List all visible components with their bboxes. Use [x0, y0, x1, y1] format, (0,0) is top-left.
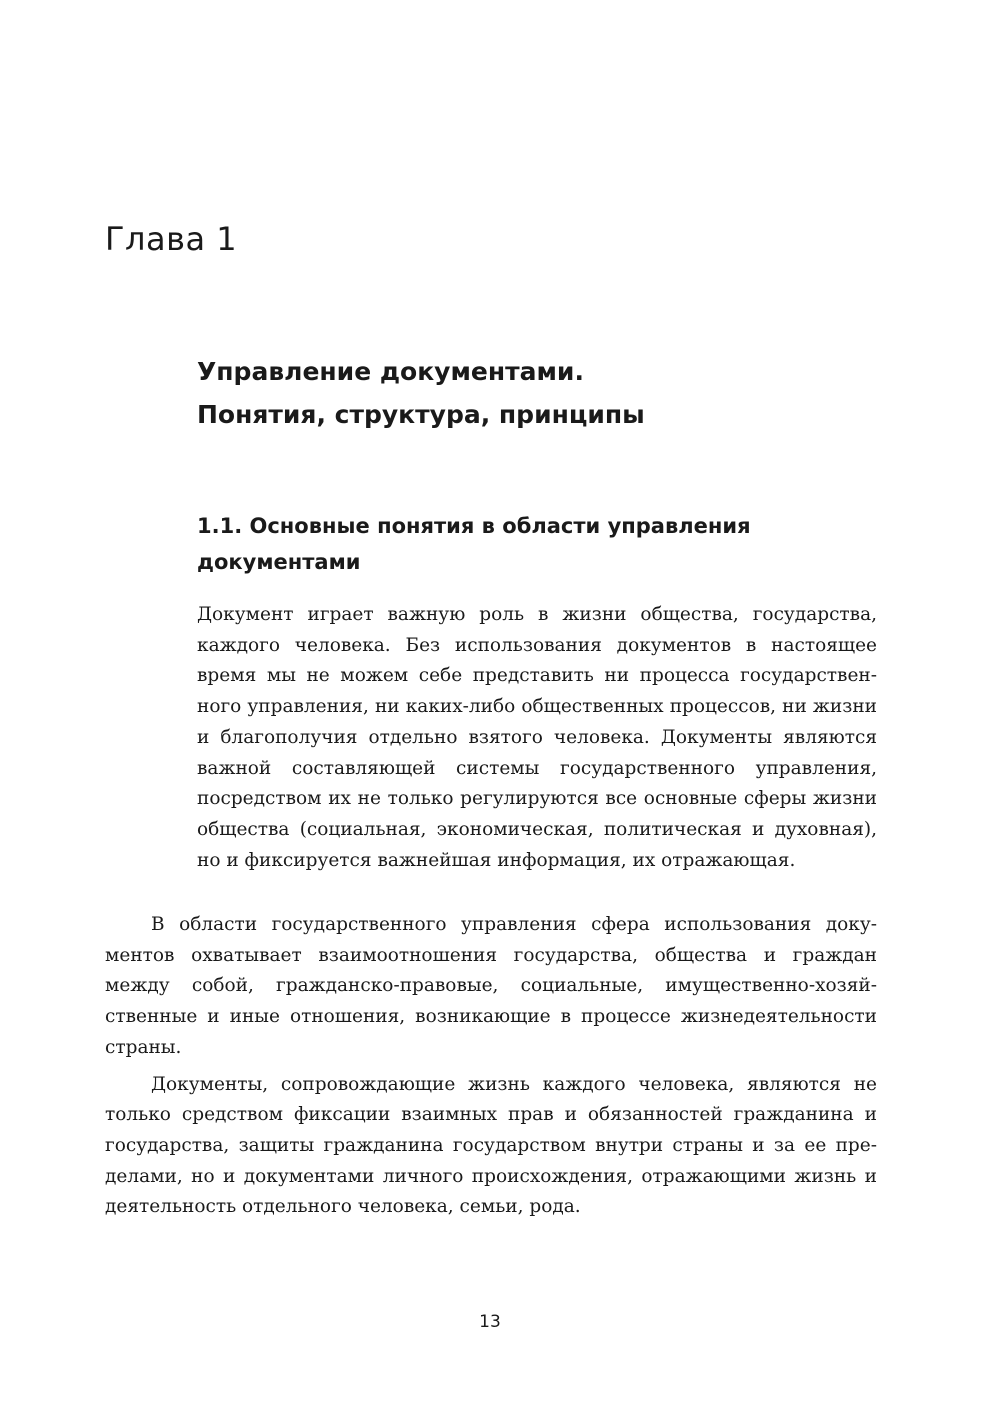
chapter-label: Глава 1 [105, 220, 238, 258]
page-number: 13 [479, 1312, 501, 1332]
body-paragraph-2: Документы, сопровождающие жизнь каждого человека, являются не только средством фиксации взаимных прав и обязанностей гражданина и государства, защиты гражданина государством внутри страны и за ее пределами, но и документами личного происхождения, отражающими жизнь и деятельность отдельного человека, семьи, рода. [105, 1073, 877, 1218]
body-text-block [105, 910, 877, 1223]
section-heading [197, 508, 897, 580]
intro-paragraph: Документ играет важную роль в жизни общества, государства, каждого человека. Без использования документов в настоящее время мы не можем себе представить ни процесса государственного управления, ни каких-либо общественных процессов, ни жизни и благополучия отдельно взятого человека. Документы являются важной составляющей системы государственного управления, посредством их не только регулируются все основные сферы жизни общества (социальная, экономическая, политическая и духовная), но и фиксируется важнейшая информация, их отражающая. [197, 604, 877, 871]
section-heading-line-2: документами [197, 550, 361, 574]
chapter-title-line-2: Понятия, структура, принципы [197, 400, 645, 429]
section-heading-line-1: 1.1. Основные понятия в области управления [197, 514, 751, 538]
chapter-title-line-1: Управление документами. [197, 357, 584, 386]
chapter-title [197, 350, 645, 436]
body-paragraph-1: В области государственного управления сфера использования документов охватывает взаимоотношения государства, общества и граждан между собой, гражданско-правовые, социальные, имущественно-хозяйственные и иные отношения, возникающие в процессе жизнедеятельности страны. [105, 914, 877, 1058]
intro-paragraph-block [197, 600, 877, 876]
